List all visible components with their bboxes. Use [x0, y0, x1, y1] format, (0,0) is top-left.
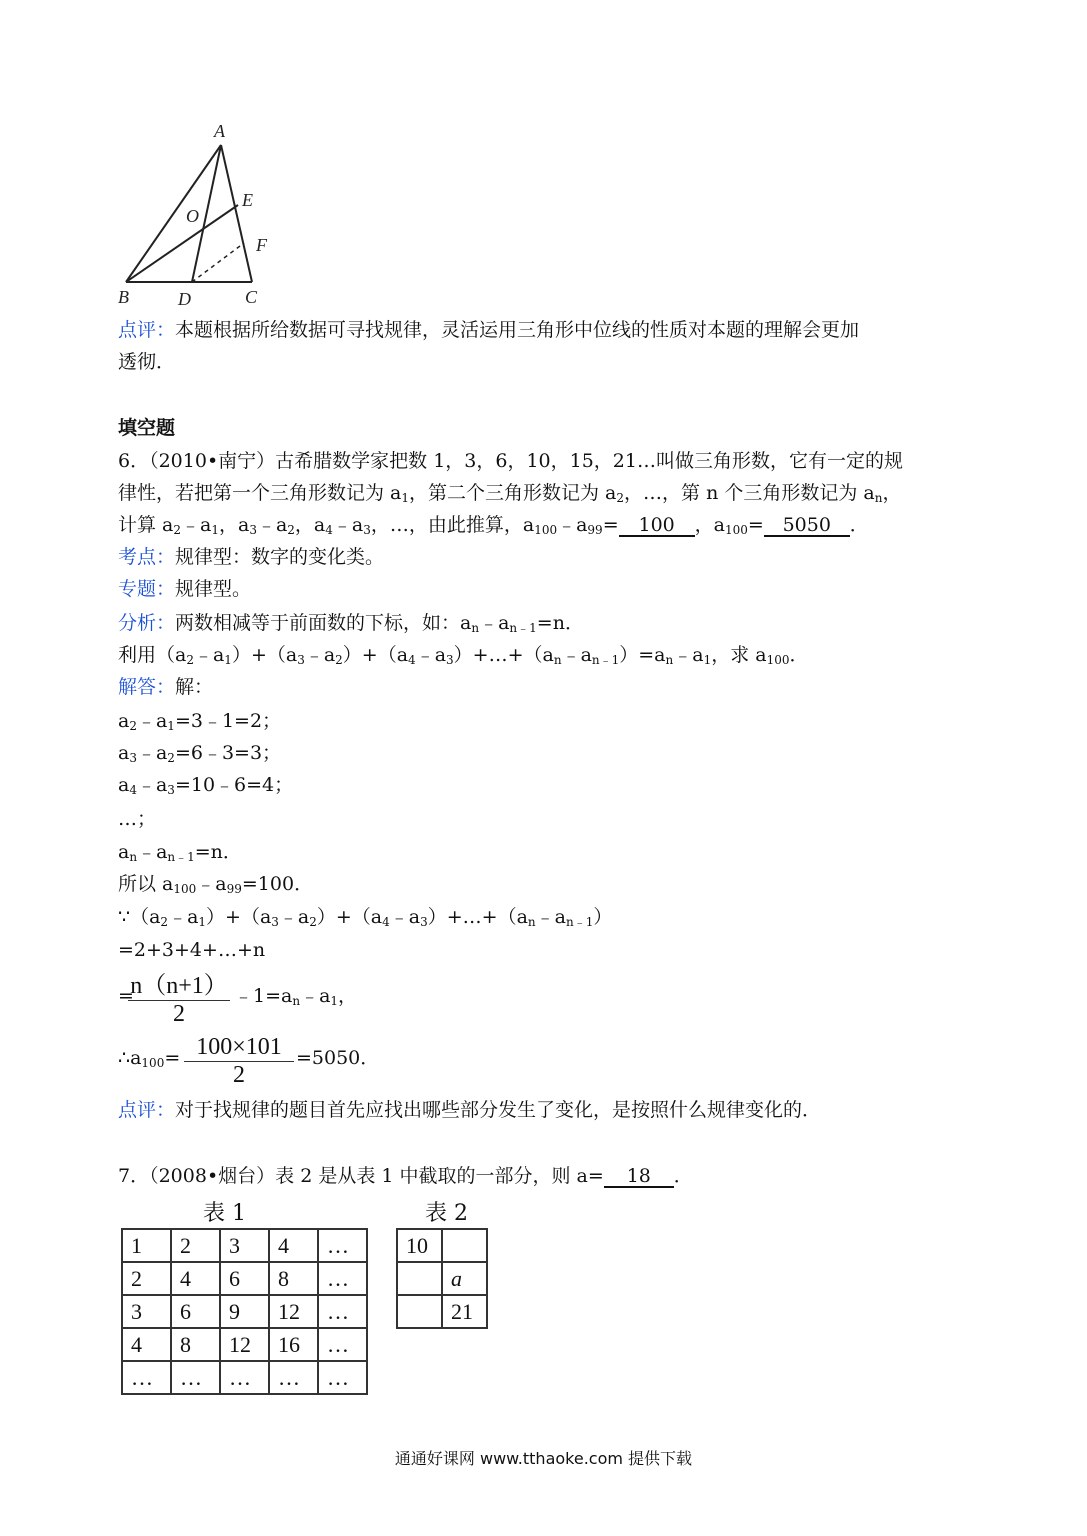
liyong-text: ）+（a [231, 644, 298, 666]
fenxi-text: =n． [536, 612, 584, 634]
q7-text: ． [673, 1165, 693, 1187]
section-title: 填空题 [118, 417, 176, 439]
table1-cell: 9 [220, 1295, 269, 1328]
answer-blank-3: 18 [604, 1166, 674, 1188]
step-text: =n． [194, 841, 242, 863]
table-1-caption: 表 1 [203, 1201, 246, 1226]
step-text: =3﹣1=2； [174, 710, 282, 732]
fenxi-line: 分析：两数相减等于前面数的下标，如：$a_n﹣a_{n﹣1}=n$． [118, 612, 584, 635]
q6-text: ，…，第 n 个三角形数记为 a [624, 482, 875, 504]
fraction-n-denominator: 2 [173, 1001, 185, 1027]
table2-cell: 10 [397, 1229, 442, 1262]
liyong-text: ﹣a [304, 644, 336, 666]
step-text: 所以 a [118, 873, 174, 895]
q6-text: ，…，由此推算，a [370, 514, 535, 536]
table1-cell: … [318, 1262, 367, 1295]
jieda-line [118, 675, 213, 699]
table1-cell: 6 [171, 1295, 220, 1328]
q6-text: ﹣a [332, 514, 364, 536]
q7-text: 7．（2008•烟台）表 2 是从表 1 中截取的一部分，则 a= [118, 1165, 604, 1187]
label-f: F [256, 235, 267, 255]
q6-line3: 计算 $a_2﹣a_1$，$a_3﹣a_2$，$a_4﹣a_3$，…，由此推算，$a_{100}﹣a_{99}= 100$ ，$a_{100}= 5050$ ． [118, 514, 869, 537]
kaodian-text: 规律型：数字的变化类。 [175, 546, 385, 568]
table1-cell: 6 [220, 1262, 269, 1295]
fraction-100-numerator: 100×101 [196, 1034, 282, 1060]
step-8: =2+3+4+…+n [118, 939, 266, 961]
table2-cell [397, 1262, 442, 1295]
step-10-prefix: $\therefore a_{100}=$ [118, 1047, 181, 1070]
step-9-suffix: $﹣1=a_n﹣a_1$， [234, 985, 358, 1008]
liyong-line: 利用$(a_2﹣a_1)+(a_3﹣a_2)+(a_4﹣a_3)+\dots+(a_n﹣a_{n﹣1})=a_n﹣a_1$，求 $a_{100}$． [118, 644, 809, 667]
step-5: $a_n﹣a_{n﹣1}=n$． [118, 841, 242, 864]
q6-text: ，第二个三角形数记为 a [409, 482, 617, 504]
q6-text: = [602, 514, 619, 536]
table1-cell: … [318, 1229, 367, 1262]
review-1-line2 [118, 350, 175, 374]
table1-cell: 8 [269, 1262, 318, 1295]
step-text: =6﹣3=3； [174, 742, 282, 764]
answer-blank-2: 5050 [764, 515, 850, 537]
table1-cell: 4 [269, 1229, 318, 1262]
table1-cell: … [318, 1328, 367, 1361]
liyong-text: 利用（a [118, 644, 187, 666]
step-text: =10﹣6=4； [174, 774, 294, 796]
table1-cell: 8 [171, 1328, 220, 1361]
liyong-text: ﹣a [193, 644, 225, 666]
review-tag: 点评： [118, 319, 176, 341]
table1-cell: … [220, 1361, 269, 1394]
step-text: =100． [241, 873, 314, 895]
q6-text: ﹣a [181, 514, 212, 536]
step-6: 所以 $a_{100}﹣a_{99}=100$． [118, 873, 314, 896]
segment-be [126, 205, 238, 282]
label-c: C [245, 287, 258, 307]
liyong-text: ，求 a [711, 644, 767, 666]
zhuanti-text: 规律型。 [175, 578, 252, 600]
table1-row [122, 1262, 367, 1295]
q6-line1: 6．（2010•南宁）古希腊数学家把数 1，3，6，10，15，21…叫做三角形数，它有一定的规 [118, 450, 903, 472]
liyong-text: ）+…+（a [453, 644, 554, 666]
table1-cell: 2 [122, 1262, 171, 1295]
q6-text: ，a [218, 514, 250, 536]
liyong-text: ． [789, 644, 809, 666]
table2-cell [397, 1295, 442, 1328]
step-4: …； [118, 808, 157, 830]
jieda-text: 解： [175, 676, 214, 698]
fenxi-text: ﹣a [479, 612, 510, 634]
review-text: 对于找规律的题目首先应找出哪些部分发生了变化，是按照什么规律变化的． [175, 1099, 822, 1121]
table1-cell: 4 [122, 1328, 171, 1361]
label-e: E [242, 190, 253, 210]
table1-row [122, 1328, 367, 1361]
liyong-text: ﹣a [673, 644, 704, 666]
step-7: $\because(a_2﹣a_1)+(a_3﹣a_2)+(a_4﹣a_3)+\dots+(a_n﹣a_{n﹣1})$ [118, 906, 613, 929]
fenxi-text: 两数相减等于前面数的下标，如：a [175, 612, 472, 634]
table1-cell: … [269, 1361, 318, 1394]
table2-cell: a [442, 1262, 487, 1295]
review-2-line [118, 1098, 821, 1122]
table1-cell: … [171, 1361, 220, 1394]
step-text: ∵（a [118, 906, 161, 928]
answer-blank-1: 100 [619, 515, 695, 537]
fraction-100 [184, 1034, 294, 1089]
step-10-suffix: =5050． [296, 1047, 380, 1069]
table-2-caption: 表 2 [425, 1201, 468, 1226]
fraction-100-denominator: 2 [233, 1062, 245, 1088]
table1-cell: 12 [220, 1328, 269, 1361]
liyong-text: ﹣a [561, 644, 592, 666]
review-text-2: 透彻． [118, 351, 176, 373]
step-text: ﹣1=a [234, 985, 293, 1007]
table-1 [121, 1228, 368, 1395]
table2-cell [442, 1229, 487, 1262]
zhuanti-tag: 专题： [118, 578, 176, 600]
table1-row [122, 1295, 367, 1328]
fraction-n-numerator: n（n+1） [130, 973, 228, 999]
table-2 [396, 1228, 488, 1329]
q6-text: ． [849, 514, 869, 536]
q7-line [118, 1164, 693, 1188]
table1-row [122, 1361, 367, 1394]
q6-text: = [747, 514, 764, 536]
q6-line2: 律性，若把第一个三角形数记为 $a_1$，第二个三角形数记为 $a_2$，…，第 n 个三角形数记为 $a_n$， [118, 482, 902, 505]
table2-cell: 21 [442, 1295, 487, 1328]
table1-cell: … [318, 1295, 367, 1328]
q6-text: ，a [294, 514, 326, 536]
table1-cell: 16 [269, 1328, 318, 1361]
liyong-text: ）+（a [342, 644, 409, 666]
step-3: $a_4﹣a_3=10﹣6=4$； [118, 774, 294, 797]
q6-text: ，a [694, 514, 725, 536]
q6-text: ﹣a [557, 514, 588, 536]
step-1: $a_2﹣a_1=3﹣1=2$； [118, 710, 282, 733]
table1-cell: 3 [220, 1229, 269, 1262]
step-9-prefix: = [118, 985, 134, 1007]
zhuanti-line [118, 577, 251, 601]
table1-cell: 1 [122, 1229, 171, 1262]
table1-cell: … [318, 1361, 367, 1394]
table1-cell: 3 [122, 1295, 171, 1328]
review-tag: 点评： [118, 1099, 176, 1121]
table1-cell: 2 [171, 1229, 220, 1262]
table2-row [397, 1262, 487, 1295]
step-text: ∴a [118, 1047, 142, 1069]
q6-text: 律性，若把第一个三角形数记为 a [118, 482, 402, 504]
step-2: $a_3﹣a_2=6﹣3=3$； [118, 742, 282, 765]
table1-row [122, 1229, 367, 1262]
fraction-n [128, 965, 230, 1028]
kaodian-line [118, 545, 384, 569]
triangle-figure [110, 118, 290, 310]
label-d: D [178, 289, 191, 309]
jieda-tag: 解答： [118, 676, 176, 698]
label-a: A [214, 121, 225, 141]
footer: 通通好课网 www.tthaoke.com 提供下载 [394, 1449, 693, 1468]
label-b: B [118, 287, 129, 307]
q6-text: 计算 a [118, 514, 174, 536]
table2-row [397, 1229, 487, 1262]
table1-cell: … [122, 1361, 171, 1394]
liyong-text: ）=a [619, 644, 666, 666]
q6-text: ﹣a [256, 514, 288, 536]
table1-cell: 4 [171, 1262, 220, 1295]
liyong-text: ﹣a [415, 644, 447, 666]
table1-cell: 12 [269, 1295, 318, 1328]
fenxi-tag: 分析： [118, 612, 176, 634]
label-o: O [186, 206, 199, 226]
review-1-line1 [118, 318, 859, 342]
table2-row [397, 1295, 487, 1328]
review-text: 本题根据所给数据可寻找规律，灵活运用三角形中位线的性质对本题的理解会更加 [175, 319, 860, 341]
kaodian-tag: 考点： [118, 546, 176, 568]
